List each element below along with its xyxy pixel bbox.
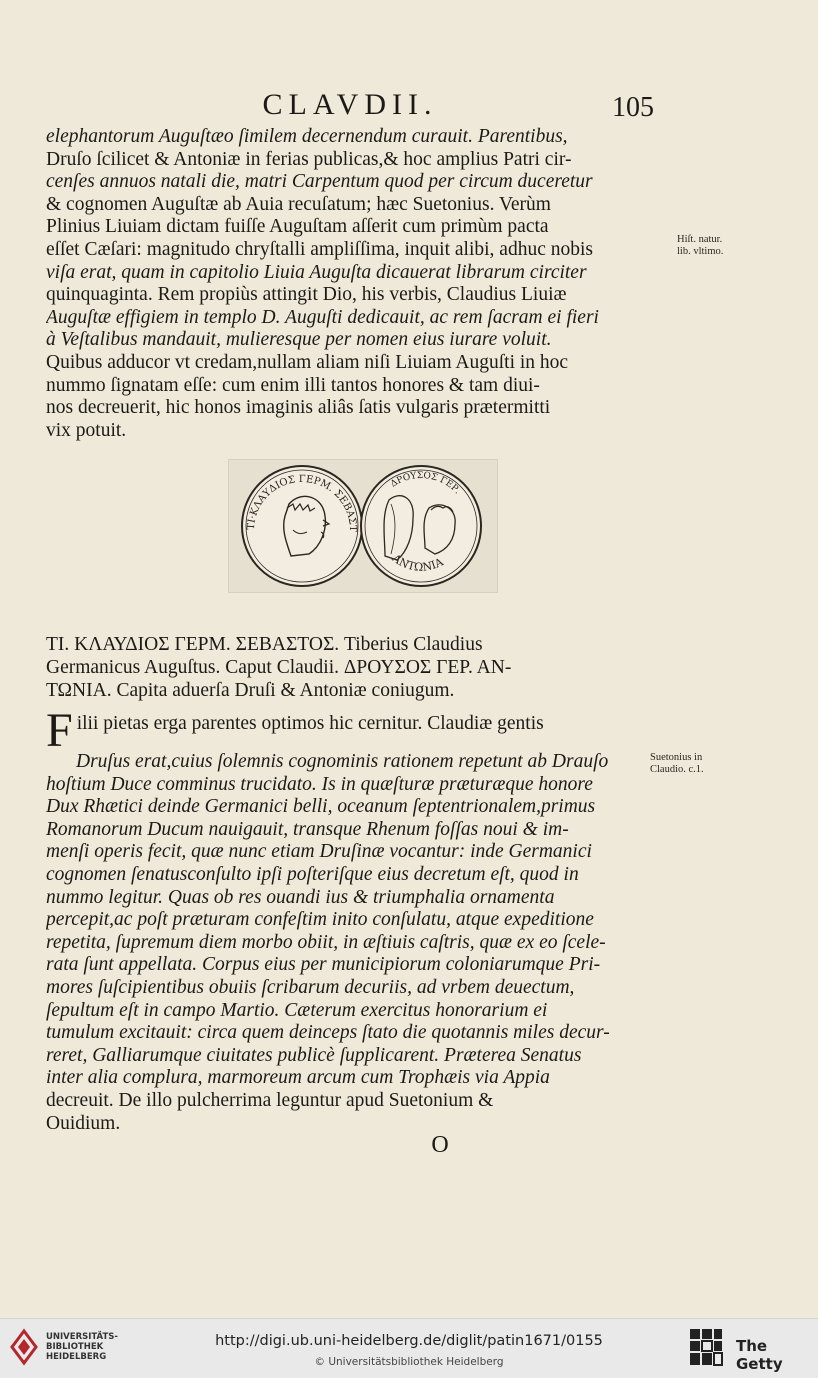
getty-logo-icon (688, 1327, 724, 1367)
coin-engraving (228, 459, 498, 593)
copyright-notice: © Universitätsbibliothek Heidelberg (314, 1356, 504, 1368)
logo-text-line: UNIVERSITÄTS- (46, 1332, 118, 1342)
logo-text-line: HEIDELBERG (46, 1352, 107, 1362)
margin-note-line: Suetonius in (650, 752, 703, 763)
caption-line: ΤΙ. ΚΛΑΥΔΙΟΣ ΓΕΡΜ. ΣΕΒΑΣΤΟΣ. Tiberius Claudius (46, 634, 483, 655)
caption-line: ΤΩΝΙΑ. Capita aduerſa Druſi & Antoniæ coniugum. (46, 680, 455, 701)
permalink-url[interactable]: http://digi.ub.uni-heidelberg.de/diglit/patin1671/0155 (215, 1333, 603, 1349)
text-line: viſa erat, quam in capitolio Liuia Auguſta dicauerat librarum circiter (46, 261, 587, 283)
text-line: Romanorum Ducum nauigauit, transque Rhenum foſſas noui & im- (46, 818, 569, 840)
text-line: rata ſunt appellata. Corpus eius per municipiorum coloniarumque Pri- (46, 954, 601, 976)
drop-cap: F (46, 713, 73, 751)
text-line: cenſes annuos natali die, matri Carpentum quod per circum duceretur (46, 171, 593, 193)
caption-line: Germanicus Auguſtus. Caput Claudii. ΔΡΟΥΣΟΣ ΓΕΡ. ΑΝ- (46, 657, 512, 678)
signature-mark: O (431, 1132, 449, 1158)
text-line: hoſtium Duce comminus trucidato. Is in quæſturæ præturæque honore (46, 773, 593, 795)
coin-illustration (229, 460, 497, 592)
getty-name: The Getty (736, 1337, 783, 1373)
text-line: nos decreuerit, hic honos imaginis aliâs ſatis vulgaris prætermitti (46, 397, 551, 419)
running-head: CLAVDII. (262, 88, 438, 121)
text-line: nummo legitur. Quas ob res ouandi ius & triumphalia ornamenta (46, 886, 555, 908)
reverse-legend-top: ΔΡΟΥΣΟΣ ΓΕΡ. (389, 470, 463, 497)
text-line: Auguſtæ effigiem in templo D. Auguſti dedicauit, ac rem ſacram ei fieri (46, 306, 599, 328)
text-line-content: ilii pietas erga parentes optimos hic cernitur. Claudiæ gentis (76, 713, 544, 734)
text-line: eſſet Cæſari: magnitudo chryſtalli ampliſſima, inquit alibi, adhuc nobis (46, 238, 593, 260)
text-line: tumulum excitauit: circa quem deinceps ſtato die quotannis miles decur- (46, 1022, 610, 1044)
paragraph-1 (46, 126, 646, 442)
text-line: Dux Rhætici deinde Germanici belli, oceanum ſeptentrionalem,primus (46, 796, 596, 818)
text-line: Druſo ſcilicet & Antoniæ in ferias publicas,& hoc amplius Patri cir- (46, 148, 572, 170)
logo-text-line: BIBLIOTHEK (46, 1342, 104, 1352)
text-line: inter alia complura, marmoreum arcum cum Trophæis via Appia (46, 1067, 550, 1089)
text-line: Ouidium. (46, 1112, 121, 1134)
viewer-footer (0, 1318, 818, 1378)
text-line: reret, Galliarumque ciuitates publicè ſupplicarent. Præterea Senatus (46, 1044, 582, 1066)
figure-caption (46, 633, 646, 702)
text-line (46, 713, 646, 751)
text-line: Quibus adducor vt credam,nullam aliam niſi Liuiam Auguſti in hoc (46, 351, 569, 373)
margin-note-line: Claudio. c.1. (650, 764, 704, 775)
text-line: ſepultum eſt in campo Martio. Cæterum exercitus honorarium ei (46, 999, 548, 1021)
text-line: nummo ſignatam eſſe: cum enim illi tantos honores & tam diui- (46, 374, 540, 396)
obverse-legend: ΤΙ·ΚΛΑΥΔΙΟΣ ΓΕΡΜ. ΣΕΒΑΣΤ (245, 473, 359, 532)
margin-note-2 (650, 752, 704, 776)
text-line: decreuit. De illo pulcherrima leguntur apud Suetonium & (46, 1089, 494, 1111)
text-line: menſi operis fecit, quæ nunc etiam Druſinæ vocantur: inde Germanici (46, 841, 592, 863)
text-line: percepit,ac poſt præturam confeſtim inito conſulatu, atque expeditione (46, 909, 594, 931)
margin-note-1 (677, 234, 723, 258)
text-line: elephantorum Auguſtæo ſimilem decernendum curauit. Parentibus, (46, 126, 568, 147)
paragraph-2 (46, 713, 646, 1135)
text-line: cognomen ſenatusconſulto ipſi poſteriſque eius decretum eſt, quod in (46, 863, 579, 885)
text-line: Druſus erat,cuius ſolemnis cognominis rationem repetunt ab Drauſo (76, 751, 609, 772)
text-line: mores ſuſcipientibus obuiis ſcribarum decuriis, ad vrbem deuectum, (46, 976, 575, 998)
margin-note-line: Hiſt. natur. (677, 234, 723, 245)
reverse-legend-bottom: ANTΩNIA (389, 551, 446, 574)
text-line: repetita, ſupremum diem morbo obiit, in æſtiuis caſtris, quæ ex eo ſcele- (46, 931, 606, 953)
text-line: quinquaginta. Rem propiùs attingit Dio, his verbis, Claudius Liuiæ (46, 284, 567, 306)
margin-note-line: lib. vltimo. (677, 246, 724, 257)
text-line: Plinius Liuiam dictam fuiſſe Auguſtam aſſerit cum primùm pacta (46, 216, 549, 238)
text-line: & cognomen Auguſtæ ab Auia recuſatum; hæc Suetonius. Verùm (46, 193, 551, 215)
text-line: à Veſtalibus mandauit, mulieresque per nomen eius iurare voluit. (46, 329, 552, 351)
text-line: vix potuit. (46, 419, 127, 441)
page-number: 105 (612, 92, 654, 123)
